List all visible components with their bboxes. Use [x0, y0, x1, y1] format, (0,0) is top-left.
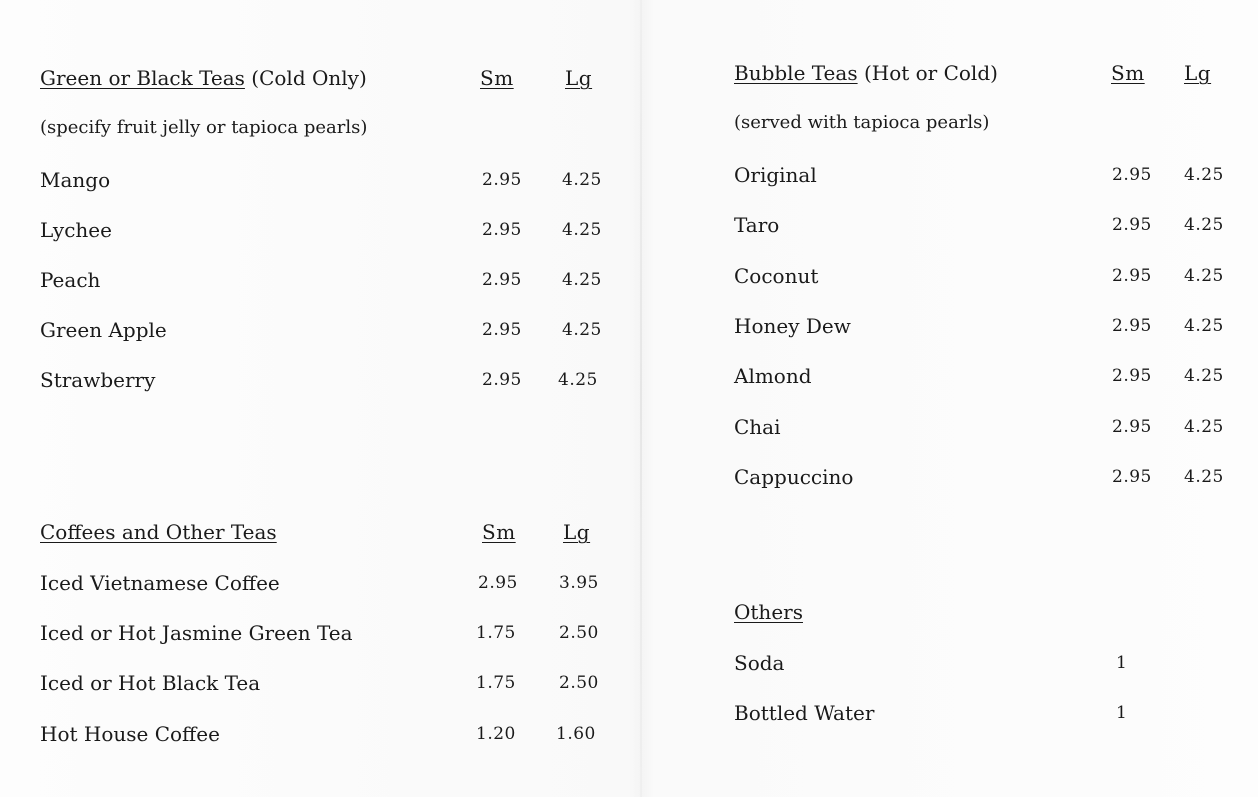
item-price-large: 4.25: [562, 270, 602, 290]
section-title: Green or Black Teas: [40, 66, 245, 90]
item-price-large: 4.25: [562, 220, 602, 240]
item-price: 1: [1116, 653, 1128, 673]
item-price-large: 4.25: [1184, 266, 1224, 286]
item-price: 1: [1116, 703, 1128, 723]
size-large-header: Lg: [563, 520, 591, 544]
item-name: Iced or Hot Jasmine Green Tea: [40, 621, 353, 645]
item-price-large: 4.25: [1184, 417, 1224, 437]
size-small-header: Sm: [1111, 61, 1145, 85]
item-name: Strawberry: [40, 368, 156, 392]
item-name: Cappuccino: [734, 465, 854, 489]
item-price-small: 2.95: [1112, 215, 1152, 235]
item-name: Coconut: [734, 264, 819, 288]
item-price-small: 2.95: [1112, 366, 1152, 386]
item-price-large: 4.25: [558, 370, 598, 390]
item-price-small: 1.75: [476, 673, 516, 693]
item-name: Chai: [734, 415, 781, 439]
item-name: Hot House Coffee: [40, 722, 220, 746]
item-price-large: 4.25: [562, 170, 602, 190]
item-name: Taro: [734, 213, 780, 237]
item-name: Bottled Water: [734, 701, 875, 725]
item-price-small: 1.20: [476, 724, 516, 744]
item-name: Iced Vietnamese Coffee: [40, 571, 280, 595]
item-price-large: 4.25: [1184, 467, 1224, 487]
item-name: Mango: [40, 168, 111, 192]
size-large-header: Lg: [1184, 61, 1212, 85]
item-name: Peach: [40, 268, 101, 292]
item-name: Original: [734, 163, 817, 187]
item-price-small: 2.95: [482, 370, 522, 390]
item-price-large: 4.25: [1184, 215, 1224, 235]
menu-page: Green or Black Teas (Cold Only) Sm Lg (specify fruit jelly or tapioca pearls) Mango 2.95 4.25 Lychee 2.95 4.25 Peach 2.95 4.25 Green Apple 2.95 4.25 Strawberry 2.95 4.25 Coffees and Other Teas Sm Lg Iced Vietnamese Coffee 2.95 3.95 Iced or Hot Jasmine Green Tea 1.75 2.50 Iced or Hot Black Tea 1.75 2.50 Hot House Coffee 1.20 1.60 Bubble Teas (Hot or Cold) Sm Lg (served with tapioca pearls) Original 2.95 4.25 Taro 2.95 4.25 Coconut 2.95 4.25 Honey Dew 2.95 4.25 Almond 2.95 4.25 Chai 2.95 4.25 Cappuccino 2.95 4.25 Others Soda 1 Bottled Water 1: [0, 0, 1258, 797]
item-price-small: 2.95: [482, 270, 522, 290]
item-price-large: 3.95: [559, 573, 599, 593]
section-title: Others: [734, 600, 803, 624]
size-small-header: Sm: [480, 66, 514, 90]
item-price-large: 4.25: [1184, 366, 1224, 386]
item-price-small: 2.95: [1112, 165, 1152, 185]
section-title: Bubble Teas: [734, 61, 858, 85]
item-price-large: 4.25: [1184, 165, 1224, 185]
item-name: Iced or Hot Black Tea: [40, 671, 261, 695]
item-price-small: 2.95: [1112, 266, 1152, 286]
item-price-small: 2.95: [482, 170, 522, 190]
item-name: Lychee: [40, 218, 112, 242]
size-large-header: Lg: [565, 66, 593, 90]
item-price-small: 2.95: [482, 220, 522, 240]
page-fold: [640, 0, 642, 797]
item-price-small: 2.95: [482, 320, 522, 340]
size-small-header: Sm: [482, 520, 516, 544]
item-name: Almond: [734, 364, 812, 388]
item-name: Green Apple: [40, 318, 167, 342]
section-title: Coffees and Other Teas: [40, 520, 277, 544]
section-title-suffix: (Cold Only): [244, 66, 367, 90]
item-price-large: 4.25: [1184, 316, 1224, 336]
section-title-suffix: (Hot or Cold): [857, 61, 998, 85]
item-price-large: 2.50: [559, 673, 599, 693]
item-price-small: 2.95: [1112, 417, 1152, 437]
item-name: Honey Dew: [734, 314, 851, 338]
item-price-small: 2.95: [1112, 467, 1152, 487]
item-price-large: 1.60: [556, 724, 596, 744]
item-price-small: 1.75: [476, 623, 516, 643]
item-name: Soda: [734, 651, 785, 675]
item-price-small: 2.95: [478, 573, 518, 593]
item-price-large: 4.25: [562, 320, 602, 340]
item-price-small: 2.95: [1112, 316, 1152, 336]
item-price-large: 2.50: [559, 623, 599, 643]
